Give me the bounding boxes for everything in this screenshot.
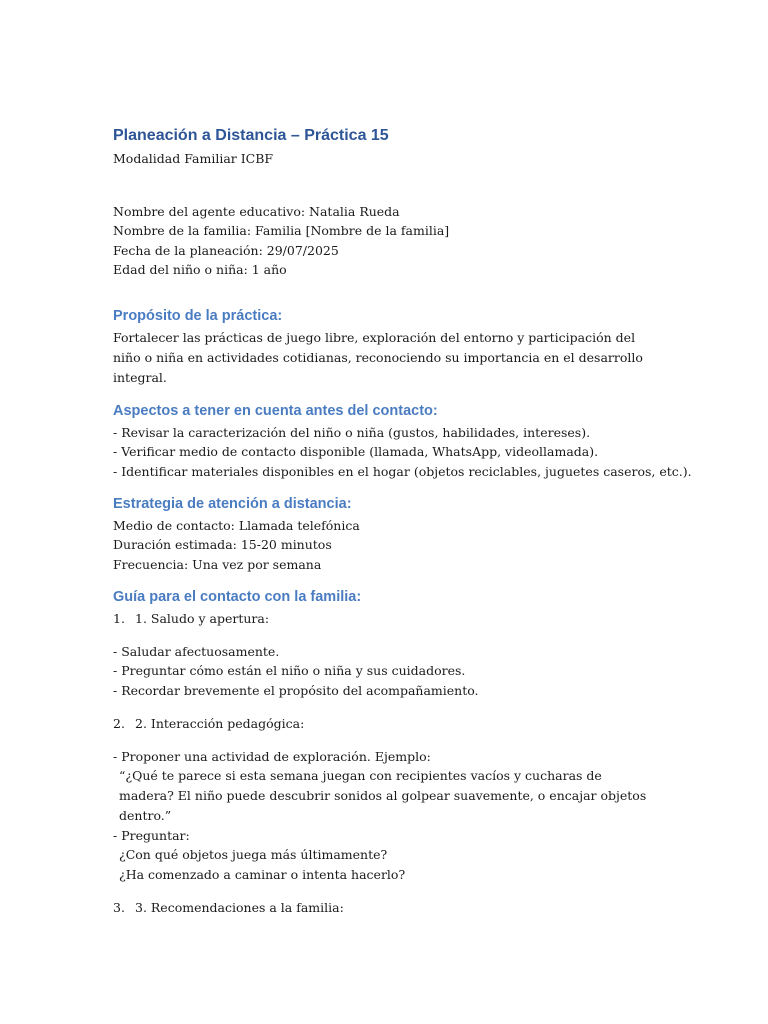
list-number: 2.: [113, 715, 125, 731]
guia-line: - Preguntar cómo están el niño o niña y sus cuidadores.: [113, 663, 466, 679]
estrategia-frecuencia: Frecuencia: Una vez por semana: [113, 556, 322, 572]
aspectos-list: [113, 423, 692, 481]
guia-line: - Proponer una actividad de exploración. Ejemplo:: [113, 748, 431, 764]
section-label: 2. Interacción pedagógica:: [135, 715, 305, 731]
estrategia-medio: Medio de contacto: Llamada telefónica: [113, 518, 360, 534]
guia-heading: Guía para el contacto con la familia:: [113, 588, 362, 605]
info-date: Fecha de la planeación: 29/07/2025: [113, 242, 339, 258]
document-title: Planeación a Distancia – Práctica 15: [113, 127, 389, 144]
guia-section-2: [113, 714, 658, 884]
proposito-text: Fortalecer las prácticas de juego libre, exploración del entorno y participación del niño o niña en actividades cotidianas, reconociendo su importancia en el desarrollo integral.: [113, 330, 643, 386]
list-number: 3.: [113, 900, 125, 916]
list-number: 1.: [113, 610, 125, 626]
document-subtitle: Modalidad Familiar ICBF: [113, 151, 274, 166]
info-block: [113, 202, 658, 279]
info-age: Edad del niño o niña: 1 año: [113, 261, 287, 277]
aspectos-item: - Identificar materiales disponibles en el hogar (objetos reciclables, juguetes caseros, etc.).: [113, 463, 692, 479]
guia-line: ¿Con qué objetos juega más últimamente?: [119, 847, 388, 863]
guia-section-1: [113, 609, 658, 700]
info-family: Nombre de la familia: Familia [Nombre de la familia]: [113, 223, 450, 239]
guia-line: ¿Ha comenzado a caminar o intenta hacerlo?: [119, 866, 406, 882]
guia-quote: “¿Qué te parece si esta semana juegan con recipientes vacíos y cucharas de madera? El niño puede descubrir sonidos al golpear suavemente, o encajar objetos dentro.”: [119, 768, 647, 824]
aspectos-heading: Aspectos a tener en cuenta antes del contacto:: [113, 403, 438, 420]
guia-line: - Recordar brevemente el propósito del acompañamiento.: [113, 682, 479, 698]
guia-section-2-title: [113, 714, 658, 733]
aspectos-item: - Revisar la caracterización del niño o niña (gustos, habilidades, intereses).: [113, 425, 591, 441]
estrategia-heading: Estrategia de atención a distancia:: [113, 496, 352, 513]
info-agent: Nombre del agente educativo: Natalia Rueda: [113, 204, 400, 219]
aspectos-item: - Verificar medio de contacto disponible (llamada, WhatsApp, videollamada).: [113, 444, 599, 460]
guia-section-1-title: [113, 609, 658, 628]
section-label: 1. Saludo y apertura:: [135, 610, 270, 626]
proposito-heading: Propósito de la práctica:: [113, 308, 283, 325]
guia-line: - Preguntar:: [113, 828, 190, 844]
document-page: [113, 126, 692, 917]
estrategia-list: [113, 516, 658, 574]
guia-section-3: [113, 898, 658, 917]
estrategia-duracion: Duración estimada: 15-20 minutos: [113, 537, 332, 553]
guia-line: - Saludar afectuosamente.: [113, 643, 280, 659]
guia-section-3-title: [113, 898, 658, 917]
section-label: 3. Recomendaciones a la familia:: [135, 900, 344, 916]
